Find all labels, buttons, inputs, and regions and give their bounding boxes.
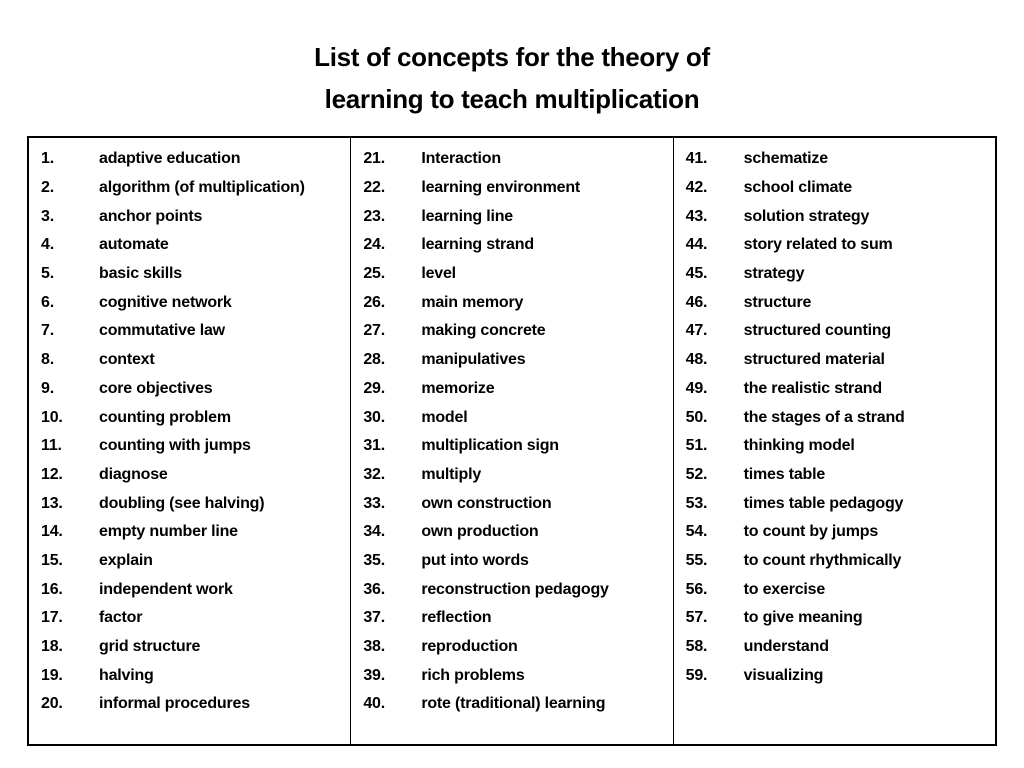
item-term: visualizing [743,666,824,684]
list-item [351,317,672,346]
item-term: own production [421,523,539,541]
list-item [351,346,672,375]
list-item [351,575,672,604]
list-item [29,432,350,461]
item-term: learning line [421,207,513,225]
list-item [29,403,350,432]
item-number: 56. [685,580,708,598]
list-item [674,575,995,604]
list-item [29,231,350,260]
item-term: explain [99,551,153,569]
item-number: 48. [685,351,708,369]
item-number: 19. [41,666,63,684]
concept-column-1 [29,138,351,744]
item-number: 1. [41,150,54,168]
list-item [29,575,350,604]
item-term: own construction [421,494,552,512]
list-item [674,145,995,174]
item-term: halving [99,666,154,684]
concept-column-2 [351,138,673,744]
item-number: 24. [363,236,385,254]
item-term: the realistic strand [743,379,882,397]
item-term: to give meaning [743,609,863,627]
item-number: 7. [41,322,54,340]
list-item [351,403,672,432]
list-item [29,260,350,289]
item-number: 53. [685,494,708,512]
item-number: 46. [685,293,708,311]
list-item [29,489,350,518]
item-term: put into words [421,551,529,569]
item-term: doubling (see halving) [99,494,265,512]
item-number: 20. [41,695,63,713]
item-term: core objectives [99,379,213,397]
item-term: grid structure [99,638,201,656]
list-item [29,288,350,317]
item-number: 45. [685,265,708,283]
item-term: strategy [743,265,805,283]
list-item [351,661,672,690]
item-number: 22. [363,179,385,197]
list-item [674,174,995,203]
list-item [351,231,672,260]
list-item [674,317,995,346]
item-term: automate [99,236,169,254]
item-term: thinking model [743,437,855,455]
item-term: making concrete [421,322,546,340]
item-term: reconstruction pedagogy [421,580,609,598]
item-term: structured counting [743,322,891,340]
item-number: 3. [41,207,54,225]
item-number: 42. [685,179,708,197]
list-item [351,690,672,719]
item-term: independent work [99,580,233,598]
item-term: structure [743,293,812,311]
item-term: memorize [421,379,495,397]
list-item [674,661,995,690]
item-number: 37. [363,609,385,627]
concept-table [27,136,997,746]
item-number: 26. [363,293,385,311]
item-number: 13. [41,494,63,512]
item-term: solution strategy [743,207,870,225]
list-item [29,547,350,576]
item-number: 23. [363,207,385,225]
item-term: schematize [743,150,828,168]
item-number: 34. [363,523,385,541]
list-item [29,518,350,547]
item-term: manipulatives [421,351,526,369]
item-term: learning environment [421,179,581,197]
item-number: 14. [41,523,63,541]
item-term: times table pedagogy [743,494,904,512]
item-number: 2. [41,179,54,197]
list-item [351,633,672,662]
list-item [29,375,350,404]
item-number: 36. [363,580,385,598]
list-item [674,260,995,289]
item-term: story related to sum [743,236,893,254]
item-number: 49. [685,379,708,397]
item-term: informal procedures [99,695,250,713]
item-number: 9. [41,379,54,397]
list-item [351,461,672,490]
list-item [674,547,995,576]
item-number: 6. [41,293,54,311]
item-term: anchor points [99,207,203,225]
list-item [674,202,995,231]
item-number: 33. [363,494,385,512]
item-number: 21. [363,150,385,168]
item-term: to count by jumps [743,523,879,541]
list-item [674,346,995,375]
list-item [351,375,672,404]
item-number: 47. [685,322,708,340]
list-item [29,661,350,690]
list-item [674,633,995,662]
item-term: context [99,351,155,369]
list-item [351,604,672,633]
item-number: 38. [363,638,385,656]
list-item [29,202,350,231]
list-item [351,489,672,518]
list-item [674,518,995,547]
item-number: 40. [363,695,385,713]
item-number: 54. [685,523,708,541]
item-term: factor [99,609,143,627]
title-line-2: learning to teach multiplication [324,84,700,114]
item-term: main memory [421,293,524,311]
item-number: 51. [685,437,708,455]
item-number: 18. [41,638,63,656]
list-item [674,489,995,518]
item-term: cognitive network [99,293,232,311]
title-line-1: List of concepts for the theory of [314,42,710,72]
item-term: reproduction [421,638,518,656]
list-item [674,375,995,404]
item-number: 52. [685,465,708,483]
item-term: the stages of a strand [743,408,905,426]
item-number: 10. [41,408,63,426]
list-item [674,604,995,633]
item-number: 31. [363,437,385,455]
item-number: 44. [685,236,708,254]
list-item [351,432,672,461]
item-term: to count rhythmically [743,551,902,569]
item-number: 8. [41,351,54,369]
list-item [351,174,672,203]
item-term: reflection [421,609,492,627]
item-term: diagnose [99,465,168,483]
list-item [351,145,672,174]
item-number: 27. [363,322,385,340]
list-item [351,518,672,547]
item-term: adaptive education [99,150,241,168]
item-term: times table [743,465,826,483]
item-number: 35. [363,551,385,569]
list-item [351,202,672,231]
item-number: 30. [363,408,385,426]
item-term: Interaction [421,150,501,168]
item-term: empty number line [99,523,238,541]
list-item [29,346,350,375]
item-term: commutative law [99,322,225,340]
list-item [674,288,995,317]
item-number: 41. [685,150,708,168]
item-number: 39. [363,666,385,684]
list-item [29,690,350,719]
item-number: 59. [685,666,708,684]
item-number: 15. [41,551,63,569]
list-item [351,260,672,289]
list-item [674,403,995,432]
item-term: learning strand [421,236,534,254]
item-number: 28. [363,351,385,369]
item-number: 43. [685,207,708,225]
item-term: level [421,265,456,283]
item-term: rote (traditional) learning [421,695,606,713]
item-number: 12. [41,465,63,483]
item-term: counting problem [99,408,231,426]
list-item [29,145,350,174]
item-number: 58. [685,638,708,656]
item-number: 11. [41,437,62,455]
concept-column-3 [674,138,995,744]
item-number: 4. [41,236,54,254]
list-item [351,288,672,317]
item-term: algorithm (of multiplication) [99,179,305,197]
item-number: 17. [41,609,63,627]
list-item [29,317,350,346]
item-term: structured material [743,351,885,369]
list-item [674,461,995,490]
list-item [674,432,995,461]
list-item [29,604,350,633]
list-item [29,633,350,662]
item-term: school climate [743,179,853,197]
item-number: 32. [363,465,385,483]
item-number: 16. [41,580,63,598]
slide-title [0,36,1024,120]
list-item [29,174,350,203]
list-item [674,231,995,260]
item-term: understand [743,638,829,656]
item-term: rich problems [421,666,525,684]
item-number: 57. [685,609,708,627]
item-term: to exercise [743,580,826,598]
item-term: multiply [421,465,482,483]
list-item [351,547,672,576]
item-number: 55. [685,551,708,569]
item-number: 25. [363,265,385,283]
item-number: 5. [41,265,54,283]
item-term: basic skills [99,265,182,283]
item-number: 50. [685,408,708,426]
list-item [29,461,350,490]
item-term: counting with jumps [99,437,251,455]
item-term: multiplication sign [421,437,559,455]
item-term: model [421,408,468,426]
item-number: 29. [363,379,385,397]
